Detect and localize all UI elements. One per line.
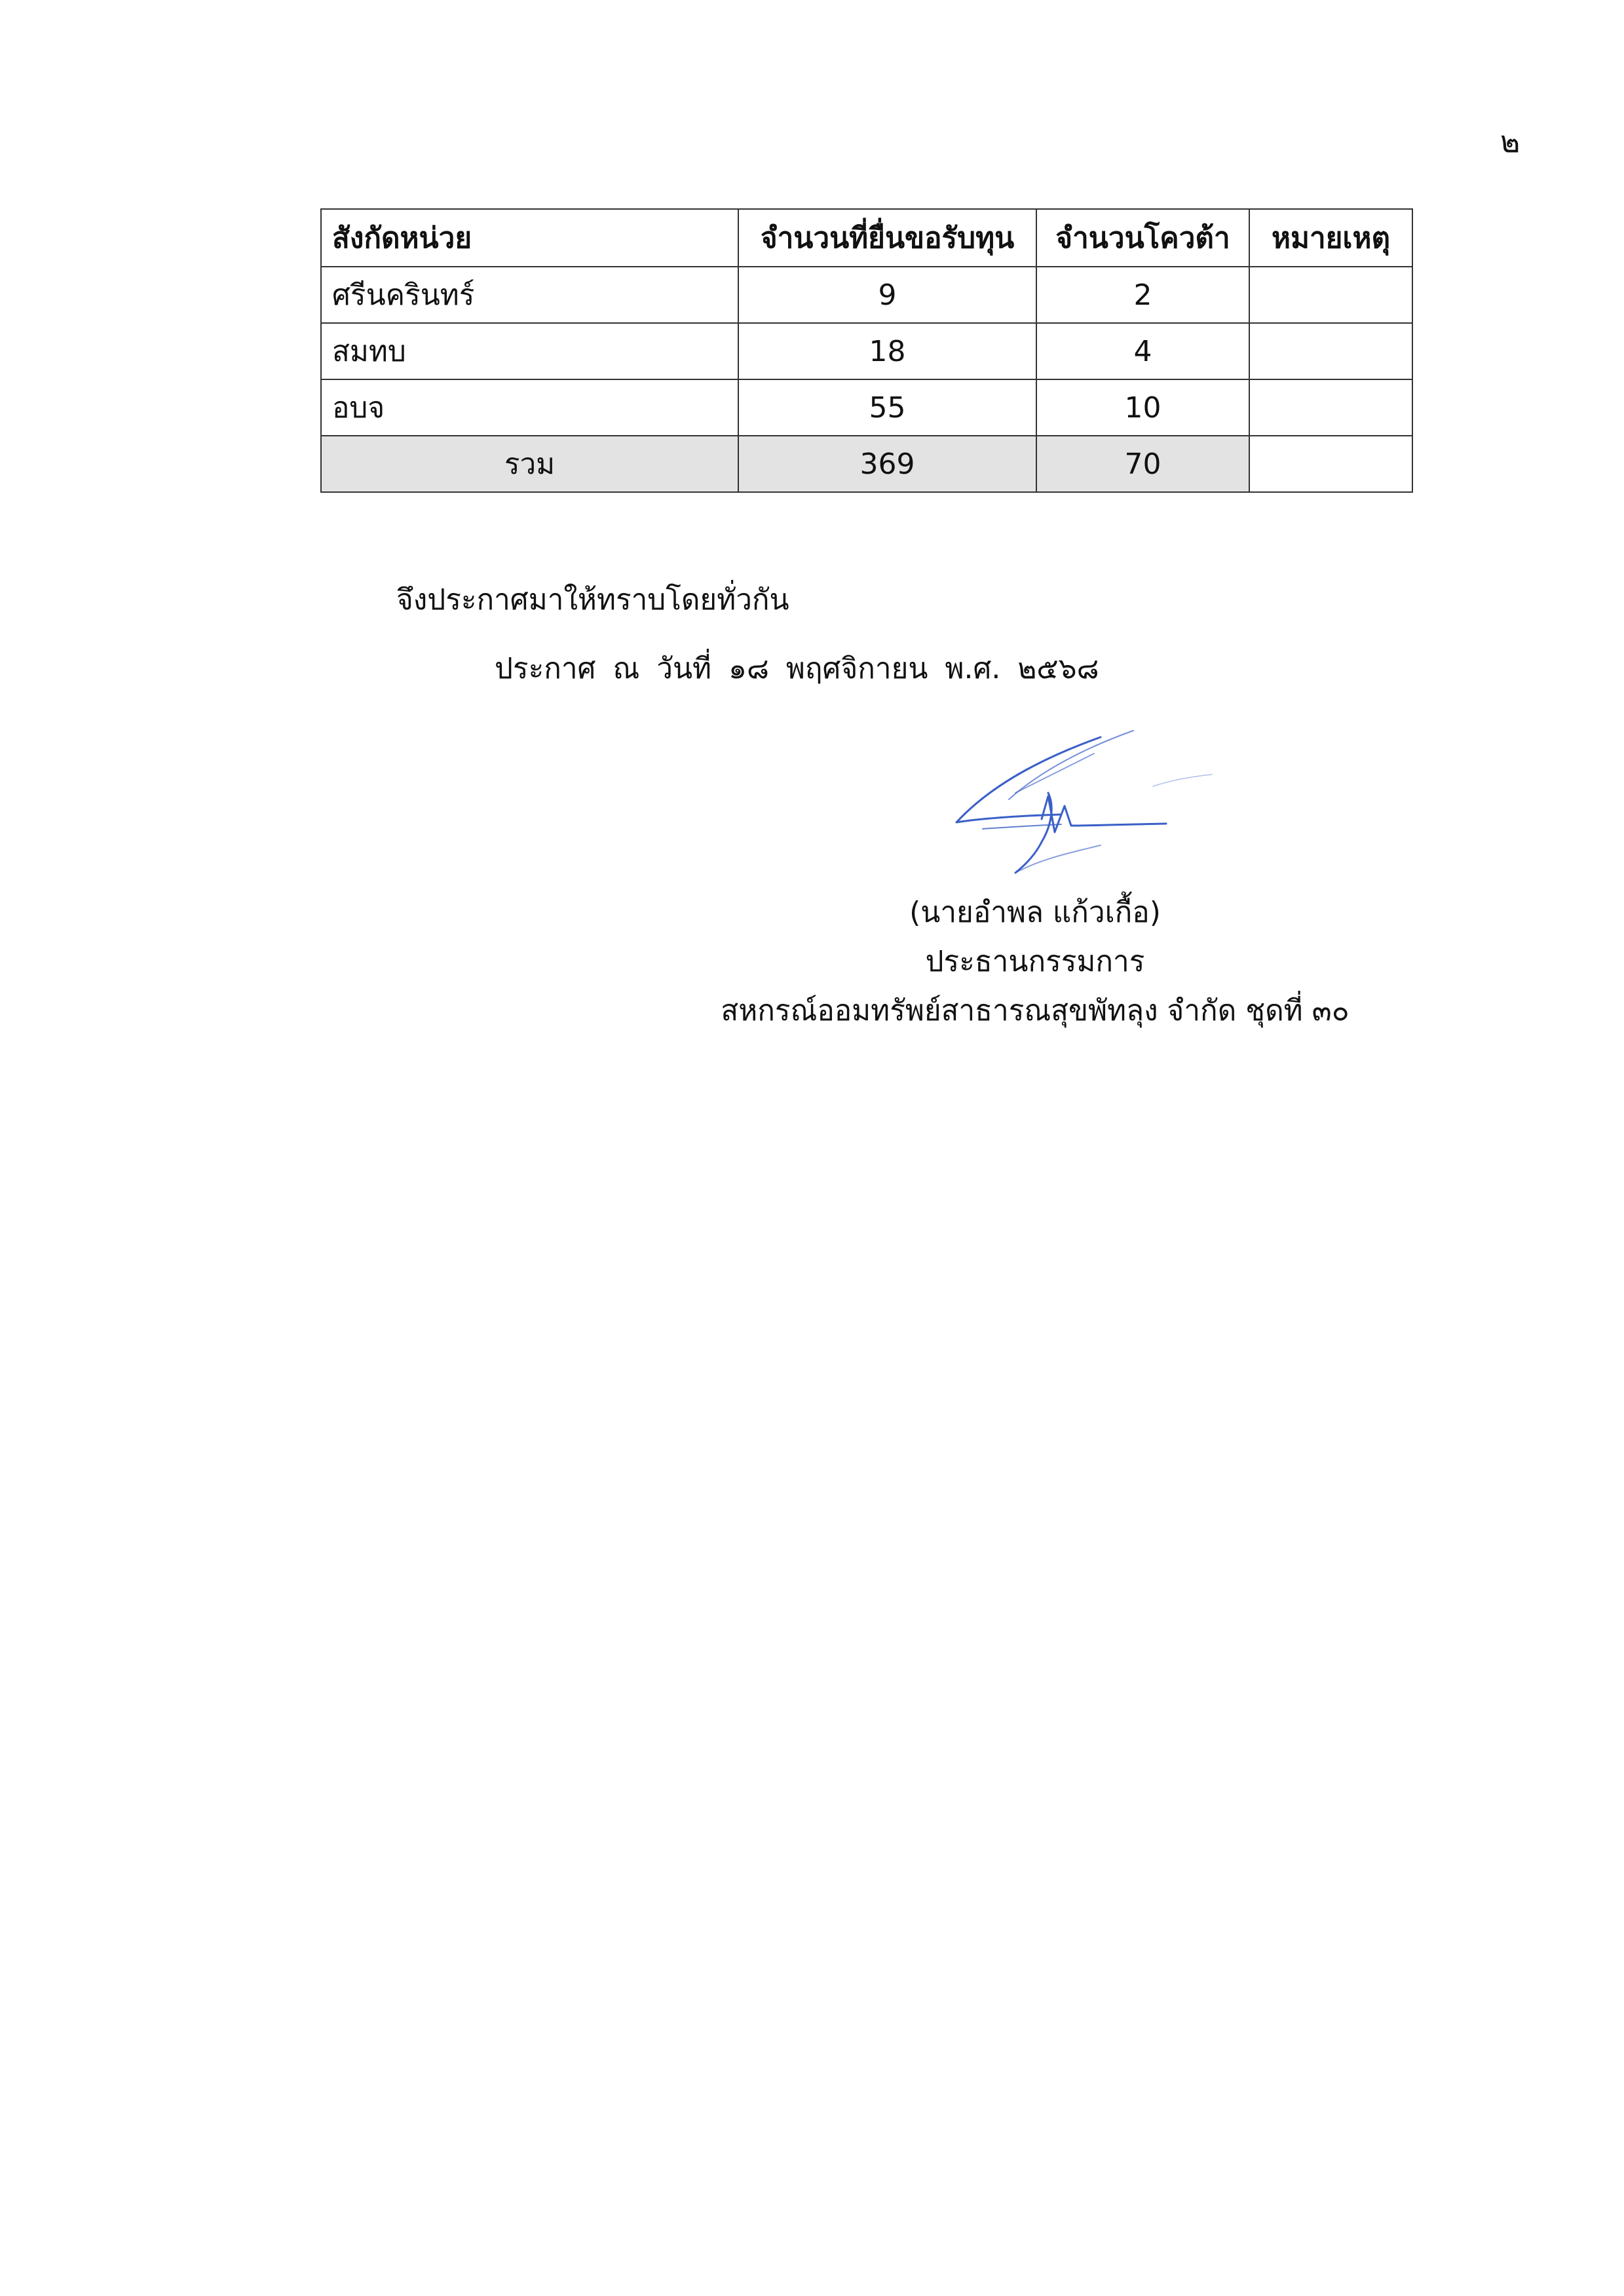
signer-organization: สหกรณ์ออมทรัพย์สาธารณสุขพัทลุง จำกัด ชุดที่ ๓๐ [721,994,1350,1027]
header-note: หมายเหตุ [1249,209,1412,267]
cell-note [1249,267,1412,323]
quota-table [320,208,1413,493]
table-total-row [321,436,1412,492]
cell-note [1249,379,1412,436]
signer-name: (นายอำพล แก้วเกื้อ) [909,896,1161,929]
announcement-text: จึงประกาศมาให้ทราบโดยทั่วกัน [396,583,789,617]
header-quota: จำนวนโควต้า [1036,209,1249,267]
header-unit: สังกัดหน่วย [321,209,738,267]
cell-quota: 4 [1036,323,1249,379]
total-applied: 369 [738,436,1036,492]
page-number: ๒ [1500,124,1520,159]
table-header-row [321,209,1412,267]
total-note [1249,436,1412,492]
cell-unit: สมทบ [321,323,738,379]
cell-quota: 2 [1036,267,1249,323]
table-row [321,267,1412,323]
cell-note [1249,323,1412,379]
signature-block [721,888,1350,1035]
table-row [321,323,1412,379]
cell-applied: 9 [738,267,1036,323]
cell-quota: 10 [1036,379,1249,436]
table-row [321,379,1412,436]
cell-unit: ศรีนครินทร์ [321,267,738,323]
signer-position: ประธานกรรมการ [925,945,1145,978]
header-applied: จำนวนที่ยื่นขอรับทุน [738,209,1036,267]
total-label: รวม [321,436,738,492]
cell-applied: 55 [738,379,1036,436]
signature-icon [937,727,1238,885]
cell-applied: 18 [738,323,1036,379]
cell-unit: อบจ [321,379,738,436]
total-quota: 70 [1036,436,1249,492]
announcement-dateline: ประกาศ ณ วันที่ ๑๘ พฤศจิกายน พ.ศ. ๒๕๖๘ [495,652,1099,685]
